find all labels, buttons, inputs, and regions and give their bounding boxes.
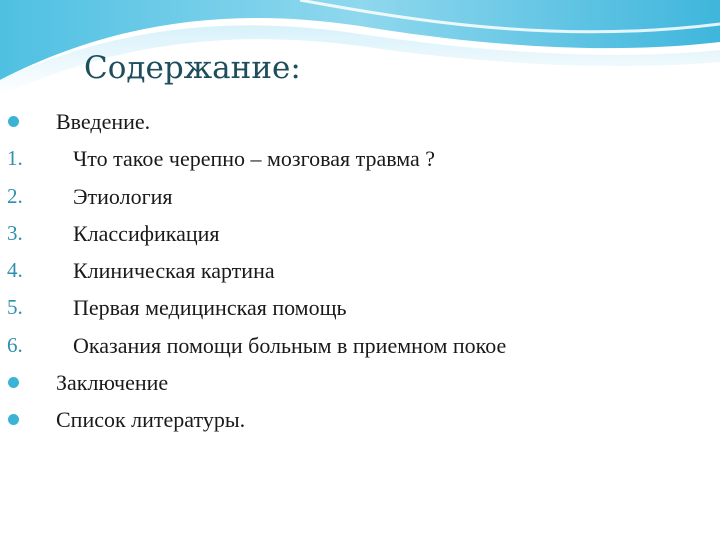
bullet-icon [8, 414, 19, 425]
list-item-text: Классификация [73, 220, 220, 246]
list-item-number: 5. [7, 295, 23, 320]
list-item-numbered [0, 252, 700, 289]
list-item-numbered [0, 178, 700, 215]
list-item-text: Что такое черепно – мозговая травма ? [73, 146, 436, 172]
list-item-bullet [0, 364, 700, 401]
list-item-numbered [0, 327, 700, 364]
list-item-text: Первая медицинская помощь [73, 295, 347, 321]
list-item-numbered [0, 289, 700, 326]
list-item-number: 2. [7, 183, 23, 208]
list-item-number: 3. [7, 220, 23, 245]
list-item-bullet [0, 103, 700, 140]
bullet-icon [8, 377, 19, 388]
list-item-numbered [0, 140, 700, 177]
list-item-text: Этиология [73, 183, 173, 209]
list-item-number: 6. [7, 332, 23, 357]
list-item-numbered [0, 215, 700, 252]
bullet-icon [8, 116, 19, 127]
list-item-number: 4. [7, 258, 23, 283]
contents-list [0, 103, 700, 439]
list-item-text: Клиническая картина [73, 258, 275, 284]
list-item-text: Список литературы. [56, 407, 246, 433]
list-item-text: Оказания помощи больным в приемном покое [73, 332, 507, 358]
list-item-text: Заключение [56, 370, 169, 396]
list-item-text: Введение. [56, 109, 151, 134]
slide-title: Содержание: [84, 50, 301, 86]
list-item-number: 1. [7, 146, 23, 171]
list-item-bullet [0, 401, 700, 438]
